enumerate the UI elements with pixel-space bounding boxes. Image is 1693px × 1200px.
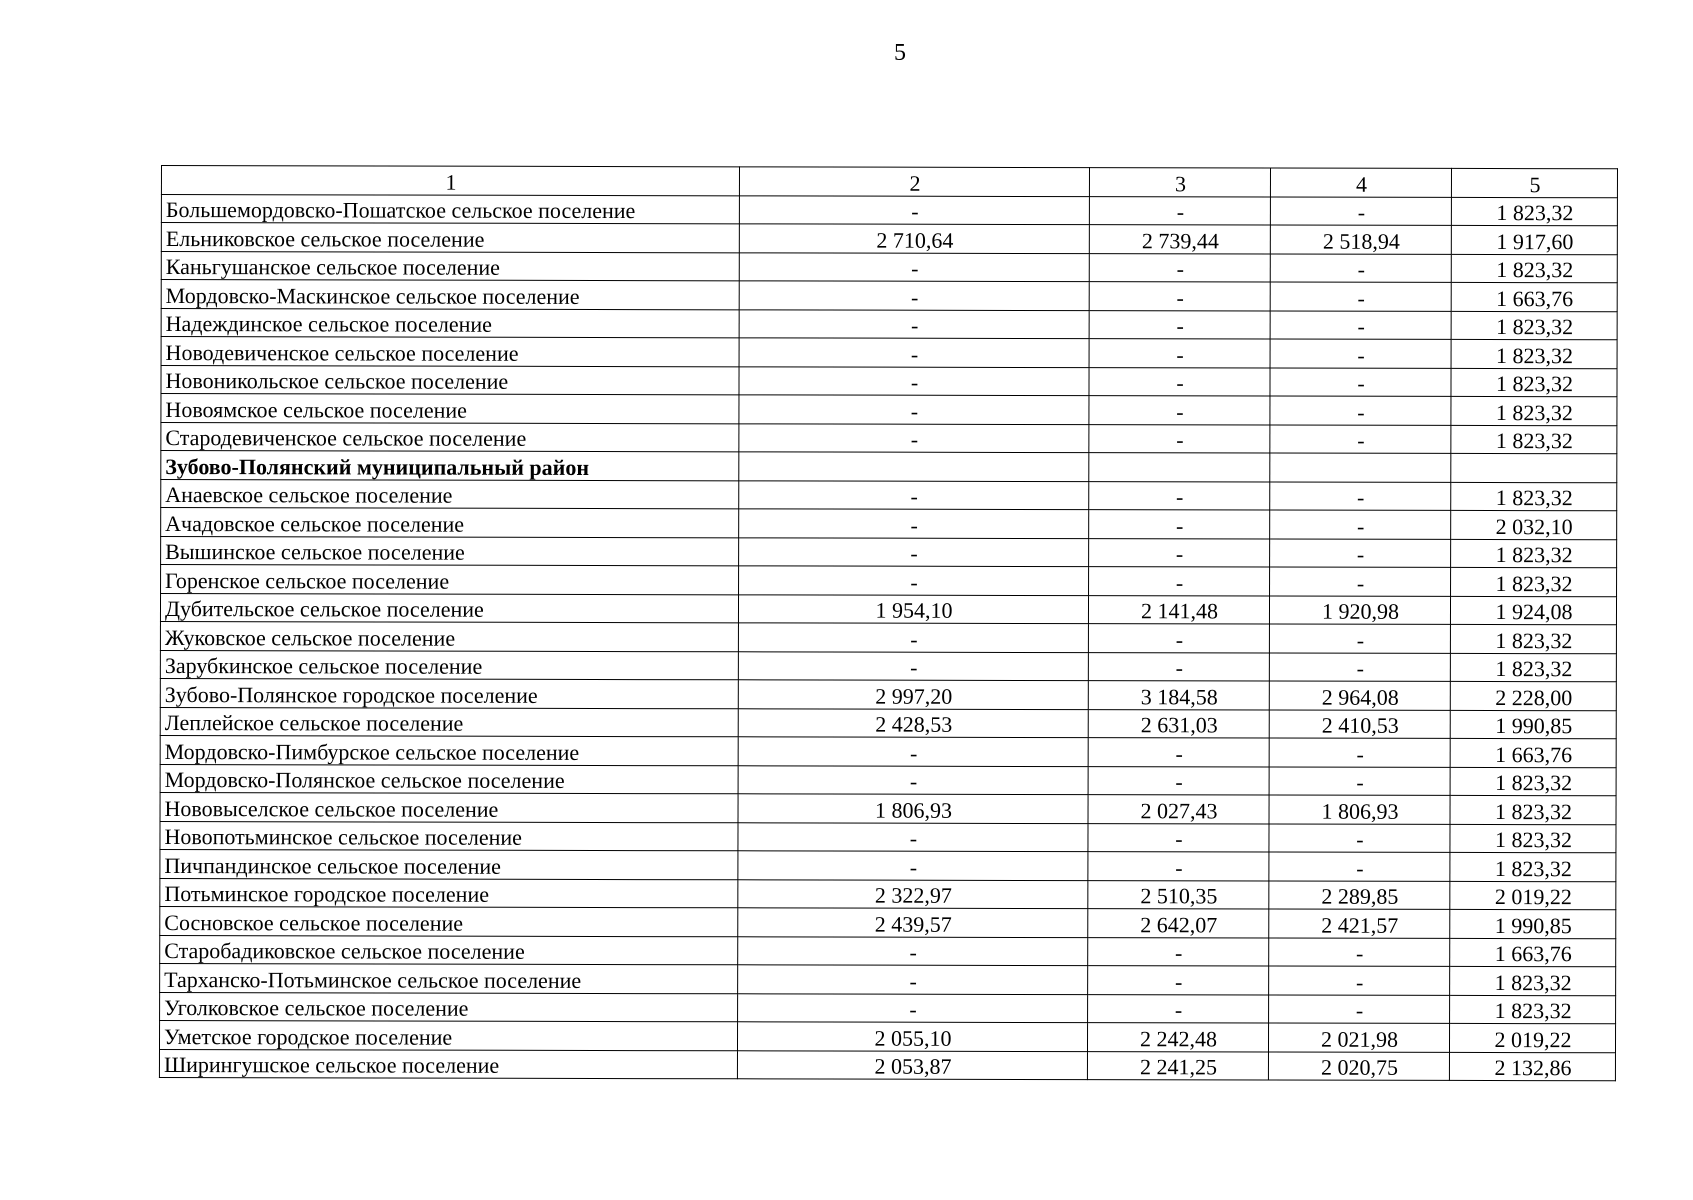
value-cell-col2: 2 439,57 bbox=[738, 908, 1088, 937]
value-cell-col2 bbox=[739, 452, 1089, 481]
table-row bbox=[160, 906, 1616, 938]
value-cell-col4: - bbox=[1270, 510, 1451, 539]
value-cell-col4: - bbox=[1270, 368, 1451, 397]
value-cell-col2: - bbox=[739, 395, 1089, 424]
value-cell-col2: - bbox=[739, 309, 1089, 338]
settlement-name-cell: Зубово-Полянское городское поселение bbox=[160, 678, 738, 708]
table-row bbox=[160, 878, 1616, 910]
value-cell-col2: 2 055,10 bbox=[737, 1022, 1087, 1051]
column-header-5: 5 bbox=[1451, 168, 1617, 197]
column-header-3: 3 bbox=[1089, 168, 1270, 197]
settlement-name-cell: Новоямское сельское поселение bbox=[161, 394, 739, 424]
value-cell-col3: 2 141,48 bbox=[1088, 595, 1269, 624]
value-cell-col4: - bbox=[1270, 425, 1451, 454]
value-cell-col5: 1 823,32 bbox=[1451, 311, 1617, 340]
value-cell-col2: - bbox=[738, 851, 1088, 880]
column-header-2: 2 bbox=[739, 167, 1089, 196]
value-cell-col4: 1 920,98 bbox=[1269, 596, 1450, 625]
value-cell-col3: 2 027,43 bbox=[1088, 795, 1269, 824]
value-cell-col4: - bbox=[1269, 653, 1450, 682]
value-cell-col5: 1 823,32 bbox=[1451, 197, 1617, 226]
value-cell-col3: 2 631,03 bbox=[1088, 709, 1269, 738]
table-row bbox=[160, 621, 1616, 653]
table-row bbox=[160, 764, 1616, 796]
value-cell-col5: 1 823,32 bbox=[1450, 824, 1616, 853]
value-cell-col3: - bbox=[1088, 624, 1269, 653]
value-cell-col5: 1 823,32 bbox=[1451, 368, 1617, 397]
value-cell-col3: - bbox=[1089, 538, 1270, 567]
value-cell-col2: - bbox=[739, 366, 1089, 395]
settlement-name-cell: Ельниковское сельское поселение bbox=[161, 223, 739, 253]
table-row bbox=[161, 394, 1617, 426]
value-cell-col3: - bbox=[1088, 937, 1269, 966]
table-row bbox=[160, 650, 1616, 682]
table-row bbox=[160, 678, 1616, 710]
section-row bbox=[161, 451, 1617, 483]
table-row bbox=[160, 849, 1616, 881]
value-cell-col5: 1 663,76 bbox=[1450, 938, 1616, 967]
value-cell-col5: 1 823,32 bbox=[1451, 254, 1617, 283]
value-cell-col4: - bbox=[1270, 482, 1451, 511]
value-cell-col4: - bbox=[1269, 966, 1450, 995]
value-cell-col5: 1 823,32 bbox=[1450, 624, 1616, 653]
settlement-name-cell: Леплейское сельское поселение bbox=[160, 707, 738, 737]
table-header bbox=[161, 166, 1617, 198]
table-row bbox=[160, 821, 1616, 853]
settlement-name-cell: Сосновское сельское поселение bbox=[160, 906, 738, 936]
settlement-name-cell: Ачадовское сельское поселение bbox=[161, 508, 739, 538]
settlement-name-cell: Новоникольское сельское поселение bbox=[161, 365, 739, 395]
settlement-name-cell: Мордовско-Пимбурское сельское поселение bbox=[160, 735, 738, 765]
table-row bbox=[160, 593, 1616, 625]
table-row bbox=[160, 792, 1616, 824]
value-cell-col2: 1 806,93 bbox=[738, 794, 1088, 823]
value-cell-col3: - bbox=[1088, 766, 1269, 795]
settlement-name-cell: Старобадиковское сельское поселение bbox=[160, 935, 738, 965]
value-cell-col4: - bbox=[1270, 311, 1451, 340]
value-cell-col3: 3 184,58 bbox=[1088, 681, 1269, 710]
value-cell-col5: 1 663,76 bbox=[1451, 282, 1617, 311]
value-cell-col4: - bbox=[1270, 282, 1451, 311]
settlement-name-cell: Ширингушское сельское поселение bbox=[159, 1049, 737, 1079]
value-cell-col4: 2 421,57 bbox=[1269, 909, 1450, 938]
value-cell-col5: 1 990,85 bbox=[1450, 909, 1616, 938]
value-cell-col2: 1 954,10 bbox=[738, 594, 1088, 623]
value-cell-col5 bbox=[1451, 453, 1617, 482]
value-cell-col3: - bbox=[1089, 424, 1270, 453]
value-cell-col2: - bbox=[739, 281, 1089, 310]
value-cell-col2: - bbox=[738, 623, 1088, 652]
table-row bbox=[159, 1020, 1615, 1052]
settlement-name-cell: Мордовско-Полянское сельское поселение bbox=[160, 764, 738, 794]
table-row bbox=[160, 735, 1616, 767]
value-cell-col3: - bbox=[1088, 994, 1269, 1023]
value-cell-col3: - bbox=[1089, 396, 1270, 425]
value-cell-col4: - bbox=[1270, 254, 1451, 283]
value-cell-col4: 2 021,98 bbox=[1268, 1023, 1449, 1052]
table-row bbox=[161, 536, 1617, 568]
settlement-name-cell: Пичпандинское сельское поселение bbox=[160, 849, 738, 879]
value-cell-col2: - bbox=[738, 822, 1088, 851]
value-cell-col4: 1 806,93 bbox=[1269, 795, 1450, 824]
value-cell-col3: - bbox=[1088, 652, 1269, 681]
table-row bbox=[161, 508, 1617, 540]
value-cell-col3: - bbox=[1088, 738, 1269, 767]
settlement-name-cell: Потьминское городское поселение bbox=[160, 878, 738, 908]
value-cell-col5: 1 924,08 bbox=[1450, 596, 1616, 625]
settlement-name-cell: Дубительское сельское поселение bbox=[160, 593, 738, 623]
value-cell-col5: 1 823,32 bbox=[1450, 966, 1616, 995]
table-row bbox=[159, 1049, 1615, 1081]
value-cell-col4: - bbox=[1269, 767, 1450, 796]
value-cell-col2: - bbox=[738, 965, 1088, 994]
value-cell-col2: - bbox=[738, 651, 1088, 680]
table-row bbox=[161, 565, 1617, 597]
value-cell-col5: 2 032,10 bbox=[1451, 510, 1617, 539]
value-cell-col5: 2 132,86 bbox=[1449, 1052, 1615, 1081]
settlement-name-cell: Каньгушанское сельское поселение bbox=[161, 251, 739, 281]
value-cell-col2: 2 997,20 bbox=[738, 680, 1088, 709]
value-cell-col5: 1 823,32 bbox=[1450, 995, 1616, 1024]
value-cell-col5: 2 019,22 bbox=[1449, 1023, 1615, 1052]
table-row bbox=[160, 935, 1616, 967]
value-cell-col4: - bbox=[1270, 339, 1451, 368]
settlement-name-cell: Уголковское сельское поселение bbox=[160, 992, 738, 1022]
table-row bbox=[161, 337, 1617, 369]
settlement-name-cell: Новопотьминское сельское поселение bbox=[160, 821, 738, 851]
value-cell-col4: - bbox=[1269, 995, 1450, 1024]
table-row bbox=[161, 365, 1617, 397]
value-cell-col3: - bbox=[1089, 481, 1270, 510]
value-cell-col3: - bbox=[1089, 310, 1270, 339]
value-cell-col5: 1 917,60 bbox=[1451, 225, 1617, 254]
value-cell-col4: 2 020,75 bbox=[1268, 1052, 1449, 1081]
value-cell-col3: 2 510,35 bbox=[1088, 880, 1269, 909]
value-cell-col3: - bbox=[1089, 510, 1270, 539]
table-row bbox=[161, 422, 1617, 454]
table-row bbox=[161, 308, 1617, 340]
value-cell-col5: 1 823,32 bbox=[1450, 653, 1616, 682]
value-cell-col2: - bbox=[739, 195, 1089, 224]
value-cell-col5: 2 019,22 bbox=[1450, 881, 1616, 910]
value-cell-col5: 1 823,32 bbox=[1450, 795, 1616, 824]
value-cell-col5: 2 228,00 bbox=[1450, 681, 1616, 710]
value-cell-col4 bbox=[1270, 453, 1451, 482]
value-cell-col2: - bbox=[739, 480, 1089, 509]
value-cell-col5: 1 823,32 bbox=[1450, 767, 1616, 796]
settlement-name-cell: Вышинское сельское поселение bbox=[161, 536, 739, 566]
district-name-cell: Зубово-Полянский муниципальный район bbox=[161, 451, 739, 481]
value-cell-col4: 2 518,94 bbox=[1270, 225, 1451, 254]
settlement-name-cell: Новодевиченское сельское поселение bbox=[161, 337, 739, 367]
column-header-1: 1 bbox=[161, 166, 739, 196]
table-row bbox=[161, 194, 1617, 226]
column-header-4: 4 bbox=[1270, 168, 1451, 197]
value-cell-col2: - bbox=[739, 566, 1089, 595]
value-cell-col4: 2 289,85 bbox=[1269, 881, 1450, 910]
value-cell-col3: 2 642,07 bbox=[1088, 909, 1269, 938]
value-cell-col3: - bbox=[1089, 253, 1270, 282]
value-cell-col5: 1 663,76 bbox=[1450, 738, 1616, 767]
value-cell-col4: - bbox=[1270, 539, 1451, 568]
settlement-name-cell: Большемордовско-Пошатское сельское поселение bbox=[161, 194, 739, 224]
value-cell-col4: 2 410,53 bbox=[1269, 710, 1450, 739]
table-row bbox=[161, 280, 1617, 312]
value-cell-col2: 2 710,64 bbox=[739, 224, 1089, 253]
value-cell-col5: 1 823,32 bbox=[1451, 567, 1617, 596]
tariff-table bbox=[159, 165, 1618, 1081]
value-cell-col4: - bbox=[1270, 567, 1451, 596]
value-cell-col5: 1 823,32 bbox=[1451, 425, 1617, 454]
value-cell-col3: - bbox=[1089, 367, 1270, 396]
value-cell-col2: - bbox=[739, 537, 1089, 566]
value-cell-col3: - bbox=[1089, 196, 1270, 225]
table-row bbox=[161, 479, 1617, 511]
settlement-name-cell: Зарубкинское сельское поселение bbox=[160, 650, 738, 680]
table-row bbox=[160, 992, 1616, 1024]
value-cell-col5: 1 823,32 bbox=[1451, 396, 1617, 425]
value-cell-col2: - bbox=[738, 737, 1088, 766]
value-cell-col4: - bbox=[1269, 824, 1450, 853]
value-cell-col3: - bbox=[1088, 823, 1269, 852]
value-cell-col4: - bbox=[1269, 624, 1450, 653]
value-cell-col4: - bbox=[1269, 852, 1450, 881]
value-cell-col3: - bbox=[1089, 567, 1270, 596]
settlement-name-cell: Тарханско-Потьминское сельское поселение bbox=[160, 963, 738, 993]
value-cell-col4: 2 964,08 bbox=[1269, 681, 1450, 710]
table-row bbox=[160, 963, 1616, 995]
table-row bbox=[161, 223, 1617, 255]
value-cell-col5: 1 823,32 bbox=[1451, 482, 1617, 511]
value-cell-col2: - bbox=[738, 993, 1088, 1022]
value-cell-col3: 2 739,44 bbox=[1089, 225, 1270, 254]
value-cell-col3: - bbox=[1089, 339, 1270, 368]
settlement-name-cell: Горенское сельское поселение bbox=[161, 565, 739, 595]
value-cell-col5: 1 990,85 bbox=[1450, 710, 1616, 739]
value-cell-col2: 2 053,87 bbox=[737, 1050, 1087, 1079]
value-cell-col2: - bbox=[738, 765, 1088, 794]
settlement-name-cell: Уметское городское поселение bbox=[159, 1020, 737, 1050]
page-number: 5 bbox=[894, 40, 906, 66]
table-row bbox=[160, 707, 1616, 739]
settlement-name-cell: Надеждинское сельское поселение bbox=[161, 308, 739, 338]
value-cell-col2: - bbox=[739, 509, 1089, 538]
value-cell-col2: - bbox=[739, 338, 1089, 367]
value-cell-col3 bbox=[1089, 453, 1270, 482]
settlement-name-cell: Стародевиченское сельское поселение bbox=[161, 422, 739, 452]
header-row bbox=[161, 166, 1617, 198]
value-cell-col5: 1 823,32 bbox=[1450, 852, 1616, 881]
value-cell-col4: - bbox=[1270, 197, 1451, 226]
value-cell-col4: - bbox=[1270, 396, 1451, 425]
value-cell-col3: 2 241,25 bbox=[1087, 1051, 1268, 1080]
value-cell-col2: - bbox=[739, 252, 1089, 281]
settlement-name-cell: Нововыселское сельское поселение bbox=[160, 792, 738, 822]
value-cell-col2: 2 322,97 bbox=[738, 879, 1088, 908]
value-cell-col2: - bbox=[738, 936, 1088, 965]
value-cell-col2: 2 428,53 bbox=[738, 708, 1088, 737]
value-cell-col5: 1 823,32 bbox=[1451, 339, 1617, 368]
table-row bbox=[161, 251, 1617, 283]
value-cell-col3: - bbox=[1088, 852, 1269, 881]
value-cell-col5: 1 823,32 bbox=[1451, 539, 1617, 568]
value-cell-col3: - bbox=[1088, 966, 1269, 995]
value-cell-col3: 2 242,48 bbox=[1087, 1023, 1268, 1052]
value-cell-col4: - bbox=[1269, 738, 1450, 767]
value-cell-col4: - bbox=[1269, 938, 1450, 967]
settlement-name-cell: Анаевское сельское поселение bbox=[161, 479, 739, 509]
settlement-name-cell: Жуковское сельское поселение bbox=[160, 621, 738, 651]
value-cell-col3: - bbox=[1089, 282, 1270, 311]
value-cell-col2: - bbox=[739, 423, 1089, 452]
table-body bbox=[159, 194, 1617, 1081]
settlement-name-cell: Мордовско-Маскинское сельское поселение bbox=[161, 280, 739, 310]
